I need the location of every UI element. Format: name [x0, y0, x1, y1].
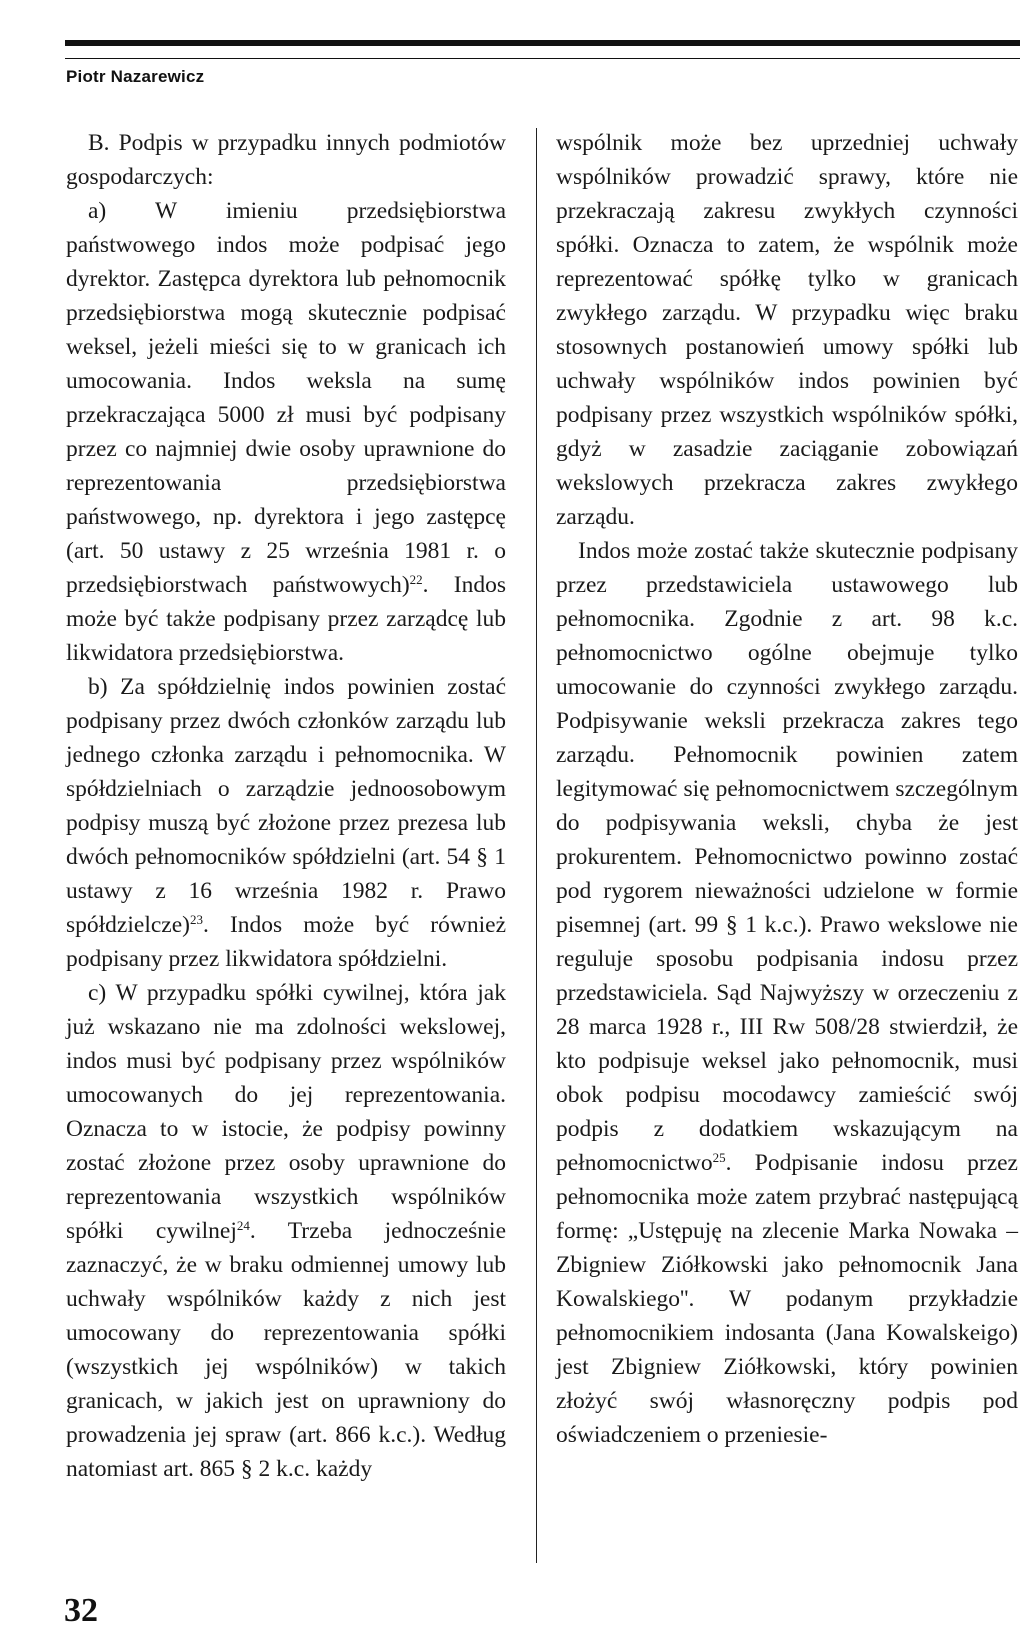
- paragraph-c-civil-partnership: c) W przypadku spółki cywilnej, która jak już wskazano nie ma zdolności wekslowej, indos musi być podpisany przez wspólników umocowanych do jej reprezentowania. Oznacza to w istocie, że podpisy powinny zostać złożone przez osoby uprawnione do reprezentowania wszystkich wspólników spółki cywilnej$^{24}$. Trzeba jednocześnie zaznaczyć, że w braku odmiennej umowy lub uchwały wspólników każdy z nich jest umocowany do reprezentowania spółki (wszystkich jej wspólników) w takich granicach, w jakich jest on uprawniony do prowadzenia jej spraw (art. 866 k.c.). Według natomiast art. 865 § 2 k.c. każdy: [66, 980, 507, 1482]
- footnote-ref-23: 23: [189, 912, 203, 927]
- paragraph-representative: Indos może zostać także skutecznie podpisany przez przedstawiciela ustawowego lub pełnomocnika. Zgodnie z art. 98 k.c. pełnomocnictwo ogólne obejmuje tylko umocowanie do czynności zwykłego zarządu. Podpisywanie weksli przekracza zakres tego zarządu. Pełnomocnik powinien zatem legitymować się pełnomocnictwem szczególnym do podpisywania weksli, chyba że jest prokurentem. Pełnomocnictwo powinno zostać pod rygorem nieważności udzielone w formie pisemnej (art. 99 § 1 k.c.). Prawo wekslowe nie reguluje sposobu podpisania indosu przez przedstawiciela. Sąd Najwyższy w orzeczeniu z 28 marca 1928 r., III Rw 508/28 stwierdził, że kto podpisuje weksel jako pełnomocnik, musi obok podpisu mocodawcy zamieścić swój podpis z dodatkiem wskazującym na pełnomocnictwo$^{25}$. Podpisanie indosu przez pełnomocnika może zatem przybrać następującą formę: „Ustępuję na zlecenie Marka Nowaka – Zbigniew Ziółkowski jako pełnomocnik Jana Kowalskiego''. W podanym przykładzie pełnomocnikiem indosanta (Jana Kowalskeigo) jest Zbigniew Ziółkowski, który powinien złożyć swój własnoręczny podpis pod oświadczeniem o przeniesie-: [556, 538, 1018, 1448]
- header-rule-thin: [65, 58, 1020, 59]
- right-column: [556, 126, 1018, 1452]
- page-number: 32: [64, 1592, 98, 1629]
- footnote-ref-24: 24: [236, 1218, 250, 1233]
- footnote-ref-22: 22: [409, 572, 423, 587]
- paragraph-b-cooperative: b) Za spółdzielnię indos powinien zostać podpisany przez dwóch członków zarządu lub jednego członka zarządu i pełnomocnika. W spółdzielniach o zarządzie jednoosobowym podpisy muszą być złożone przez prezesa lub dwóch pełnomocników spółdzielni (art. 54 § 1 ustawy z 16 września 1982 r. Prawo spółdzielcze)$^{23}$. Indos może być również podpisany przez likwidatora spółdzielni.: [66, 674, 506, 972]
- running-head-author: Piotr Nazarewicz: [66, 67, 205, 86]
- left-column: [66, 126, 506, 1486]
- footnote-ref-25: 25: [712, 1150, 726, 1165]
- paragraph-continuation: wspólnik może bez uprzedniej uchwały wspólników prowadzić sprawy, które nie przekraczają zakresu zwykłych czynności spółki. Oznacza to zatem, że wspólnik może reprezentować spółkę tylko w granicach zwykłego zarządu. W przypadku więc braku stosownych postanowień umowy spółki lub uchwały wspólników indos powinien być podpisany przez wszystkich wspólników spółki, gdyż w zasadzie zaciąganie zobowiązań wekslowych przekracza zakres zwykłego zarządu.: [556, 130, 1018, 530]
- paragraph-b-heading: B. Podpis w przypadku innych podmiotów gospodarczych:: [66, 130, 506, 190]
- header-rule-thick: [65, 40, 1020, 46]
- paragraph-a-state-enterprise: a) W imieniu przedsiębiorstwa państwowego indos może podpisać jego dyrektor. Zastępca dyrektora lub pełnomocnik przedsiębiorstwa mogą skutecznie podpisać weksel, jeżeli mieści się to w granicach ich umocowania. Indos weksla na sumę przekraczająca 5000 zł musi być podpisany przez co najmniej dwie osoby uprawnione do reprezentowania przedsiębiorstwa państwowego, np. dyrektora i jego zastępcę (art. 50 ustawy z 25 września 1981 r. o przedsiębiorstwach państwowych)$^{22}$. Indos może być także podpisany przez zarządcę lub likwidatora przedsiębiorstwa.: [66, 198, 506, 666]
- column-divider: [536, 128, 537, 1563]
